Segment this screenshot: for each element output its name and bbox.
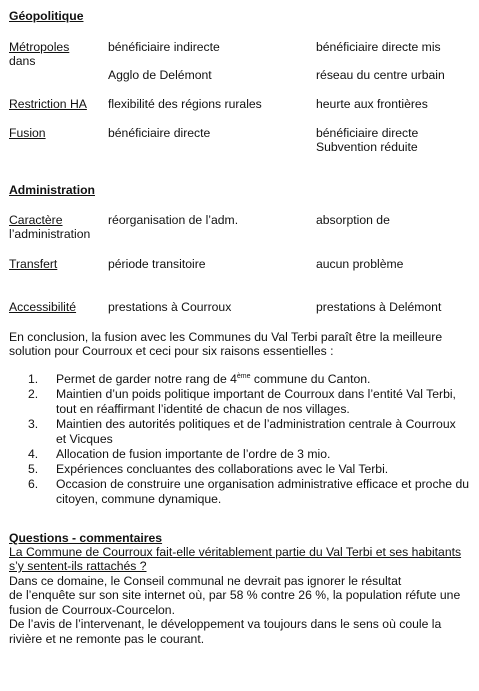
row-label-caractere-cont: l’administration [9, 227, 91, 241]
row-label-fusion: Fusion [9, 126, 46, 140]
cell-restriction-courroux: flexibilité des régions rurales [108, 97, 262, 111]
cell-accessibilite-delemont: prestations à Delémont [316, 300, 442, 314]
list-item-number: 5. [28, 462, 39, 476]
question-line-1: La Commune de Courroux fait-elle véritablement partie du Val Terbi et ses habitants [9, 545, 462, 559]
cell-restriction-delemont: heurte aux frontières [316, 97, 428, 111]
list-item [28, 387, 456, 417]
list-item-text [56, 372, 370, 386]
cell-agglo-delemont: réseau du centre urbain [316, 68, 445, 82]
conclusion-line-2: solution pour Courroux et ceci pour six raisons essentielles : [9, 344, 334, 358]
list-item-number: 2. [28, 387, 39, 401]
list-item-text: Occasion de construire une organisation administrative efficace et proche du [56, 477, 470, 491]
list-item-number: 1. [28, 372, 39, 386]
cell-caractere-courroux: réorganisation de l’adm. [108, 213, 239, 227]
cell-fusion-courroux: bénéficiaire directe [108, 126, 211, 140]
list-item [28, 462, 441, 477]
answer-line: fusion de Courroux-Courcelon. [9, 603, 175, 617]
cell-fusion-delemont-cont: Subvention réduite [316, 140, 418, 154]
cell-transfert-courroux: période transitoire [108, 257, 206, 271]
row-label-metropoles: Métropoles [9, 40, 70, 54]
section-heading-administration: Administration [9, 183, 95, 197]
list-item-text-pre: Permet de garder notre rang de 4 [56, 372, 237, 386]
list-item-text-cont: citoyen, commune dynamique. [56, 492, 222, 506]
reasons-list [28, 372, 470, 507]
cell-fusion-delemont: bénéficiaire directe [316, 126, 419, 140]
answer-line: De l’avis de l’intervenant, le développement va toujours dans le sens où coule la [9, 617, 442, 631]
row-label-restriction-ha: Restriction HA [9, 97, 87, 111]
list-item-text-post: commune du Canton. [250, 372, 371, 386]
row-label-accessibilite: Accessibilité [9, 300, 77, 314]
list-item-text: Allocation de fusion importante de l’ordre de 3 mio. [56, 447, 331, 461]
cell-transfert-delemont: aucun problème [316, 257, 404, 271]
answer-line: de l’enquête sur son site internet où, par 58 % contre 26 %, la population réfute une [9, 588, 461, 602]
question-line-2: s’y sentent-ils rattachés ? [9, 559, 147, 573]
cell-accessibilite-courroux: prestations à Courroux [108, 300, 232, 314]
list-item-text: Maintien des autorités politiques et de l’administration centrale à Courroux [56, 417, 456, 431]
conclusion-line-1: En conclusion, la fusion avec les Communes du Val Terbi paraît être la meilleure [9, 330, 443, 344]
answer-line: Dans ce domaine, le Conseil communal ne devrait pas ignorer le résultat [9, 574, 402, 588]
list-item [28, 447, 441, 462]
cell-caractere-delemont: absorption de [316, 213, 390, 227]
list-item-text: Expériences concluantes des collaborations avec le Val Terbi. [56, 462, 389, 476]
list-item-text-cont: et Vicques [56, 432, 113, 446]
list-item-number: 6. [28, 477, 39, 491]
list-item-superscript: ème [236, 373, 251, 380]
list-item-number: 4. [28, 447, 39, 461]
list-item-text: Maintien d’un poids politique important de Courroux dans l’entité Val Terbi, [56, 387, 456, 401]
cell-metropoles-courroux: bénéficiaire indirecte [108, 40, 220, 54]
answer-line: rivière et ne remonte pas le courant. [9, 632, 205, 646]
row-label-metropoles-cont: dans [9, 54, 36, 68]
cell-agglo-courroux: Agglo de Delémont [108, 68, 212, 82]
cell-metropoles-delemont: bénéficiaire directe mis [316, 40, 441, 54]
row-label-transfert: Transfert [9, 257, 58, 271]
list-item-text-cont: tout en réaffirmant l’identité de chacun de nos villages. [56, 402, 350, 416]
list-item [28, 477, 470, 507]
list-item [28, 417, 456, 447]
row-label-caractere: Caractère [9, 213, 63, 227]
section-heading-questions: Questions - commentaires [9, 531, 163, 545]
list-item-number: 3. [28, 417, 39, 431]
section-heading-geopolitique: Géopolitique [9, 9, 84, 23]
list-item [28, 372, 441, 387]
